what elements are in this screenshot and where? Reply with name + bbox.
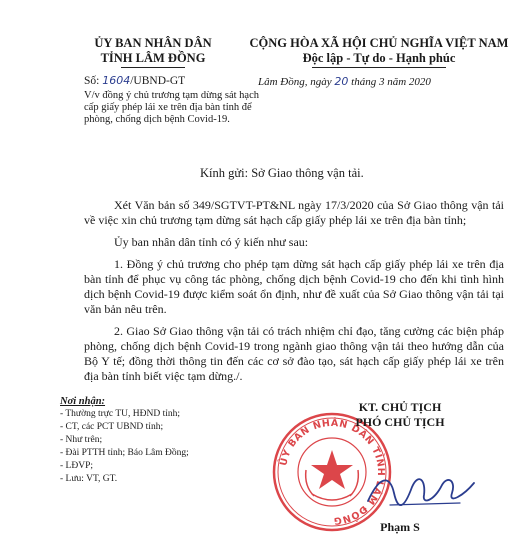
national-header [248, 36, 510, 68]
document-number [84, 74, 185, 87]
body-paragraph: 2. Giao Sở Giao thông vận tải có trách nhiệm chỉ đạo, tăng cường các biện pháp phòng, chống dịch bệnh Covid-19 trong ngành giao thông vận tải theo hướng dẫn của Bộ Y tế; đồng thời thông tin đến các cơ sở đào tạo, sát hạch cấp giấy phép lái xe trên địa bàn tỉnh biết việc tạm dừng./. [84, 324, 504, 383]
body-paragraph: Xét Văn bản số 349/SGTVT-PT&NL ngày 17/3/2020 của Sở Giao thông vận tải về việc xin chủ trương tạm dừng sát hạch cấp giấy phép lái xe trên địa bàn tỉnh; [84, 198, 504, 227]
recipient-item: - Như trên; [60, 435, 103, 445]
agency-name-line1: ỦY BAN NHÂN DÂN [94, 36, 212, 50]
recipient-item: - CT, các PCT UBND tỉnh; [60, 422, 164, 432]
body-paragraph: 1. Đồng ý chủ trương cho phép tạm dừng sát hạch cấp giấy phép lái xe trên địa bàn tỉnh để phục vụ công tác phòng, chống dịch bệnh Covid-19 cho đến khi tình hình dịch bệnh Covid-19 được kiểm soát ổn định, như đề xuất của Sở Giao thông vận tải tại văn bản nêu trên. [84, 257, 504, 316]
agency-underline [121, 67, 185, 68]
recipient-item: - LĐVP; [60, 461, 93, 471]
document-subject: V/v đồng ý chủ trương tạm dừng sát hạch cấp giấy phép lái xe trên địa bàn tỉnh để phòng, chống dịch bệnh Covid-19. [84, 90, 259, 125]
recipients-list [60, 395, 270, 486]
document-number-handwritten: 1604 [102, 74, 131, 87]
date-suffix: tháng 3 năm 2020 [351, 76, 431, 88]
svg-text:ỦY BAN NHÂN DÂN TỈNH LÂM ĐỒNG: ỦY BAN NHÂN DÂN TỈNH LÂM ĐỒNG [278, 417, 387, 527]
document-date [258, 75, 431, 88]
signer-title-line1: KT. CHỦ TỊCH [358, 400, 442, 414]
date-prefix: Lâm Đồng, ngày [258, 76, 332, 88]
agency-name-line2: TỈNH LÂM ĐỒNG [100, 51, 206, 65]
document-number-prefix: Số: [84, 75, 100, 87]
motto-underline [312, 67, 446, 68]
issuing-agency-header [60, 36, 246, 68]
nation-name: CỘNG HÒA XÃ HỘI CHỦ NGHĨA VIỆT NAM [249, 36, 509, 50]
handwritten-signature-icon [360, 465, 480, 515]
signer-name: Phạm S [380, 520, 420, 534]
document-number-suffix: /UBND-GT [130, 75, 186, 87]
document-body [84, 198, 504, 391]
recipients-title: Nơi nhận: [60, 396, 106, 407]
date-day-handwritten: 20 [334, 75, 349, 88]
recipient-item: - Thường trực TU, HĐND tỉnh; [60, 409, 180, 419]
addressee-line: Kính gửi: Sở Giao thông vận tải. [200, 166, 364, 180]
recipient-item: - Đài PTTH tỉnh; Báo Lâm Đồng; [60, 448, 189, 458]
nation-motto: Độc lập - Tự do - Hạnh phúc [302, 51, 456, 65]
signer-title-line2: PHÓ CHỦ TỊCH [355, 415, 445, 429]
body-paragraph: Ủy ban nhân dân tỉnh có ý kiến như sau: [114, 235, 309, 249]
recipient-item: - Lưu: VT, GT. [60, 474, 118, 484]
